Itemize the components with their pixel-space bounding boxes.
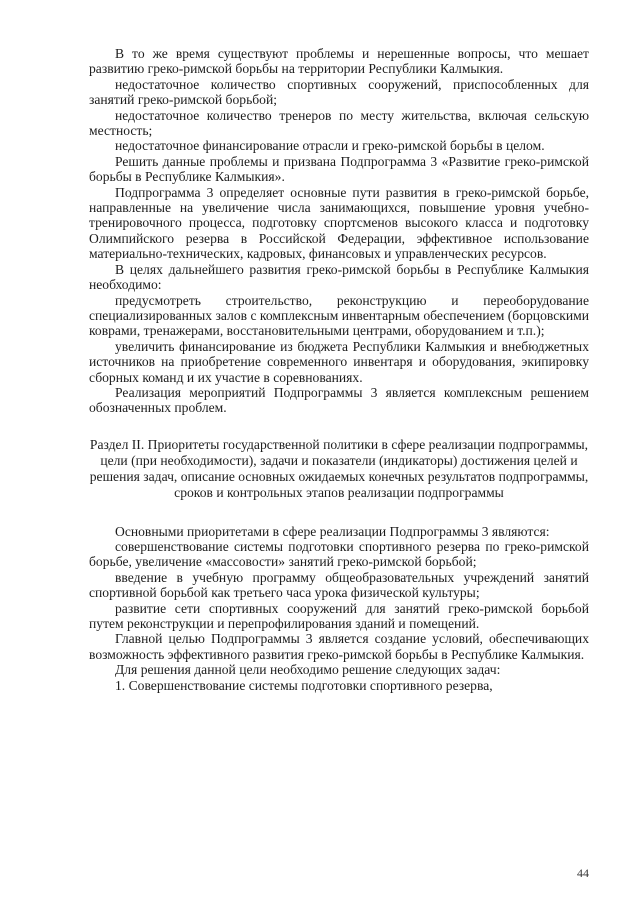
- paragraph-construction: предусмотреть строительство, реконструкцию и переоборудование специализированных залов с комплексным инвентарным обеспечением (борцовскими коврами, тренажерами, восстановительными центрами, оборудованием и т.п.);: [89, 292, 589, 339]
- paragraph-reserve-training: совершенствование системы подготовки спортивного резерва по греко-римской борьбе, увеличение «массовости» занятий греко-римской борьбой;: [89, 538, 589, 570]
- paragraph-further-development: В целях дальнейшего развития греко-римской борьбы в Республике Калмыкия необходимо:: [89, 261, 589, 293]
- paragraph-network: развитие сети спортивных сооружений для занятий греко-римской борьбой путем реконструкции и перепрофилирования зданий и помещений.: [89, 600, 589, 631]
- paragraph-main-goal: Главной целью Подпрограммы 3 является создание условий, обеспечивающих возможность эффективного развития греко-римской борьбы в Республике Калмыкия.: [89, 631, 589, 662]
- paragraph-development-paths: Подпрограмма 3 определяет основные пути развития в греко-римской борьбе, направленные на увеличение числа занимающихся, повышение уровня учебно-тренировочного процесса, подготовку спортсменов высокого класса и подготовку Олимпийского резерва в Российской Федерации, эффективное использование материально-технических, кадровых, финансовых и управленческих ресурсов.: [89, 184, 589, 262]
- paragraph-sports-facilities: недостаточное количество спортивных сооружений, приспособленных для занятий греко-римской борьбой;: [89, 76, 589, 108]
- paragraph-implementation: Реализация мероприятий Подпрограммы 3 является комплексным решением обозначенных проблем.: [89, 384, 589, 416]
- section-heading-block: [89, 437, 589, 502]
- paragraph-tasks-intro: Для решения данной цели необходимо решение следующих задач:: [115, 662, 501, 678]
- paragraph-priorities: Основными приоритетами в сфере реализации Подпрограммы 3 являются:: [115, 523, 550, 539]
- page-number: 44: [577, 866, 589, 880]
- paragraph-task-1: 1. Совершенствование системы подготовки спортивного резерва,: [115, 677, 493, 693]
- paragraph-increase-funding: увеличить финансирование из бюджета Республики Калмыкия и внебюджетных источников на приобретение современного инвентаря и оборудования, экипировку сборных команд и их участие в соревнованиях.: [89, 338, 589, 385]
- paragraph-coaches: недостаточное количество тренеров по месту жительства, включая сельскую местность;: [89, 107, 589, 139]
- paragraph-curriculum: введение в учебную программу общеобразовательных учреждений занятий спортивной борьбой как третьего часа урока физической культуры;: [89, 569, 589, 601]
- paragraph-subprogram-purpose: Решить данные проблемы и призвана Подпрограмма 3 «Развитие греко-римской борьбы в Республике Калмыкия».: [89, 153, 589, 185]
- document-page: [89, 46, 589, 693]
- paragraph-financing: недостаточное финансирование отрасли и греко-римской борьбы в целом.: [115, 138, 545, 154]
- section-heading: Раздел II. Приоритеты государственной политики в сфере реализации подпрограммы, цели (при необходимости), задачи и показатели (индикаторы) достижения целей и решения задач, описание основных ожидаемых конечных результатов подпрограммы, сроков и контрольных этапов реализации подпрограммы: [89, 436, 589, 501]
- paragraph-problems-intro: В то же время существуют проблемы и нерешенные вопросы, что мешает развитию греко-римской борьбы на территории Республики Калмыкия.: [89, 46, 589, 77]
